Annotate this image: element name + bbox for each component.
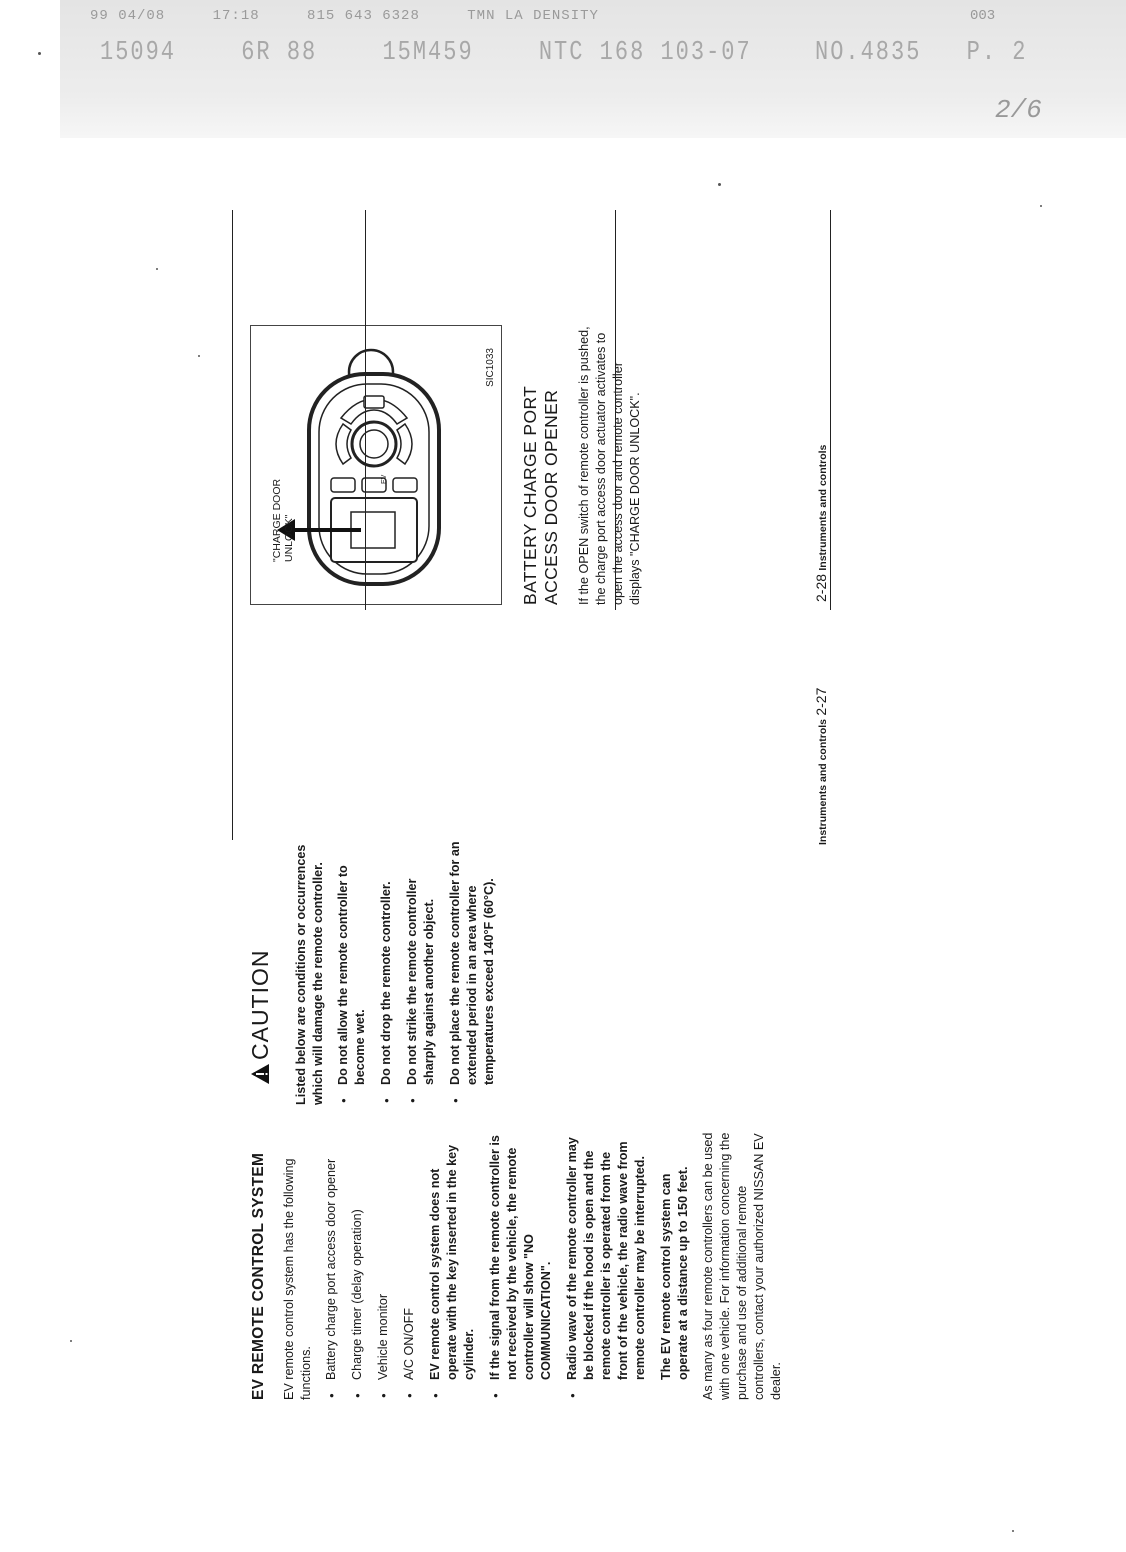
function-item: ● Battery charge port access door opener	[323, 1130, 340, 1400]
caution-intro: Listed below are conditions or occurrences which will damage the remote controller.	[294, 844, 325, 1105]
caution-heading	[247, 837, 273, 1085]
callout-label: "CHARGE DOOR UNLOCK"	[271, 478, 295, 562]
fax-code-4: NTC 168 103-07	[538, 37, 752, 68]
fax-doc-number: NO.4835	[815, 37, 922, 68]
caution-section	[247, 837, 507, 1105]
fax-transmission-line	[90, 8, 637, 24]
function-list	[323, 1130, 418, 1400]
button-label: EV	[381, 474, 388, 484]
charge-port-section	[250, 315, 652, 605]
caution-label: CAUTION	[247, 949, 273, 1060]
ev-remote-control-section	[250, 1130, 793, 1400]
divider-rule	[232, 610, 233, 840]
right-section-title: BATTERY CHARGE PORT ACCESS DOOR OPENER	[520, 386, 561, 605]
caution-item: ● Do not place the remote controller for an extended period in an area where temperatures exceed 140°F (60°C).	[447, 837, 498, 1105]
caution-item: ● Do not allow the remote controller to become wet.	[335, 837, 369, 1105]
footer-right-label: Instruments and controls	[817, 444, 829, 571]
figure-code: SIC1033	[485, 348, 496, 387]
warning-triangle-icon	[250, 1063, 271, 1085]
function-item: ● Charge timer (delay operation)	[349, 1130, 366, 1400]
note-item: ● EV remote control system does not operate with the key inserted in the key cylinder.	[427, 1130, 478, 1400]
fax-from-number: 815 643 6328	[307, 8, 420, 24]
divider-rule	[365, 210, 366, 610]
caution-list	[335, 837, 498, 1105]
divider-rule	[615, 210, 616, 610]
fax-page-indicator: P. 2	[966, 37, 1028, 68]
notes-list	[427, 1130, 649, 1400]
caution-item: ● Do not strike the remote controller sharply against another object.	[404, 837, 438, 1105]
note-item: ● Radio wave of the remote controller may be blocked if the hood is open and the remote controller is operated from the front of the vehicle, the radio wave from remote controller may be interrupted.	[564, 1130, 649, 1400]
range-note: The EV remote control system can operate at a distance up to 150 feet.	[659, 1166, 690, 1380]
scan-speck	[70, 1340, 72, 1342]
fax-header	[60, 0, 1126, 138]
divider-rule	[232, 210, 233, 610]
scan-speck	[1012, 1530, 1014, 1532]
scan-speck	[718, 183, 721, 186]
fax-to: TMN LA DENSITY	[467, 8, 599, 24]
scan-speck	[38, 52, 41, 55]
footer-left-page-number: 2-27	[813, 687, 829, 716]
handwritten-page-number: 2/6	[995, 95, 1042, 125]
footer-right-page-number: 2-28	[813, 573, 829, 602]
fax-date: 99 04/08	[90, 8, 166, 24]
section-title: EV REMOTE CONTROL SYSTEM	[250, 1152, 267, 1400]
fax-page-badge: 003	[970, 8, 996, 24]
remote-controller-figure	[250, 325, 502, 605]
left-page-footer	[813, 688, 829, 845]
fax-doc-line	[815, 38, 1057, 68]
fax-code-1: 15094	[100, 37, 177, 68]
intro-paragraph: EV remote control system has the following functions.	[282, 1158, 313, 1400]
scan-speck	[1040, 205, 1042, 207]
function-item: ● Vehicle monitor	[375, 1130, 392, 1400]
fax-code-2: 6R 88	[241, 37, 318, 68]
scan-speck	[156, 268, 158, 270]
manual-page-spread	[230, 190, 850, 1400]
fax-time: 17:18	[212, 8, 260, 24]
note-item: ● If the signal from the remote controller is not received by the vehicle, the remote controller will show "NO COMMUNICATION".	[487, 1130, 555, 1400]
right-body-paragraph: If the OPEN switch of remote controller is pushed, the charge port access door actuator activates to open the access door and remote controller displays "CHARGE DOOR UNLOCK".	[577, 326, 642, 605]
caution-item: ● Do not drop the remote controller.	[378, 837, 395, 1105]
fax-code-3: 15M459	[382, 37, 474, 68]
scan-speck	[198, 355, 200, 357]
function-item: ● A/C ON/OFF	[401, 1130, 418, 1400]
divider-rule	[830, 210, 831, 610]
footer-left-label: Instruments and controls	[817, 718, 829, 845]
fax-code-line	[100, 38, 802, 68]
right-page-footer	[813, 445, 829, 602]
closing-paragraph: As many as four remote controllers can be used with one vehicle. For information concerning the purchase and use of additional remote controllers, contact your authorized NISSAN EV dealer.	[701, 1132, 783, 1400]
